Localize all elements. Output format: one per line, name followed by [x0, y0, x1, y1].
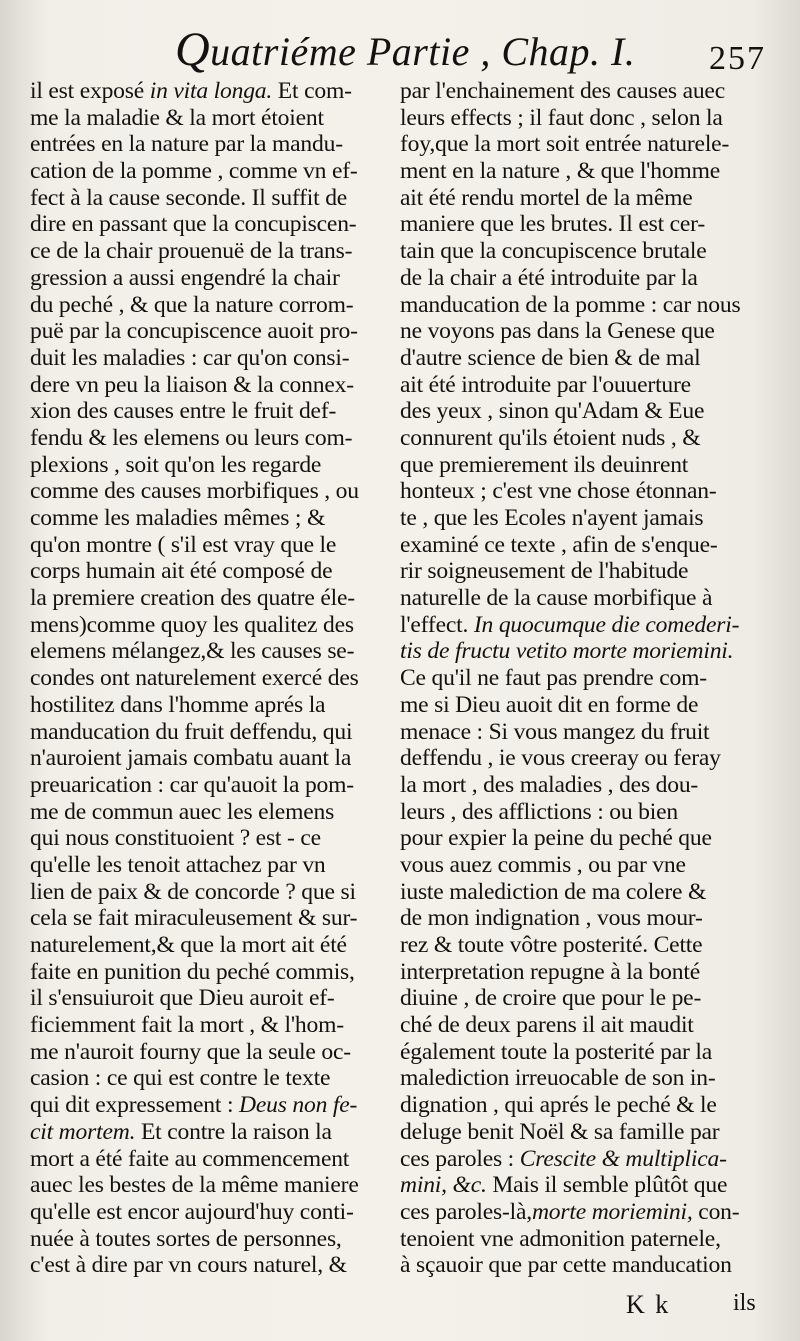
- text-line: leurs , des afflictions : ou bien: [400, 798, 678, 825]
- text-line: foy,que la mort soit entrée naturele-: [400, 131, 730, 158]
- running-head: [0, 22, 800, 82]
- text-line: faite en punition du peché commis,: [30, 958, 355, 985]
- text-line: lien de paix & de concorde ? que si: [30, 878, 356, 905]
- catchword: ils: [733, 1290, 756, 1316]
- text-line: ces paroles-là,morte moriemini, con-: [400, 1198, 740, 1225]
- text-line: rez & toute vôtre posterité. Cette: [400, 932, 703, 958]
- text-line: c'est à dire par vn cours naturel, &: [30, 1252, 347, 1279]
- text-line: me n'auroit fourny que la seule oc-: [30, 1038, 351, 1065]
- text-line: dire en passant que la concupiscen-: [30, 211, 357, 238]
- text-line: tain que la concupiscence brutale: [400, 238, 707, 265]
- text-line: hostilitez dans l'homme aprés la: [30, 691, 326, 718]
- text-line: deluge benit Noël & sa famille par: [400, 1118, 720, 1145]
- text-line: comme les maladies mêmes ; &: [30, 505, 326, 531]
- text-line: ché de deux parens il ait maudit: [400, 1012, 694, 1039]
- text-line: l'effect. In quocumque die comederi-: [400, 611, 740, 638]
- text-line: qu'elle est encor aujourd'huy conti-: [30, 1198, 354, 1225]
- text-line: preuarication : car qu'auoit la pom-: [30, 771, 354, 798]
- text-line: puë par la concupiscence auoit pro-: [30, 318, 358, 345]
- text-line: me de commun auec les elemens: [30, 798, 335, 825]
- text-line: plexions , soit qu'on les regarde: [30, 451, 322, 478]
- text-line: pour expier la peine du peché que: [400, 825, 712, 852]
- text-line: dere vn peu la liaison & la connex-: [30, 371, 354, 398]
- text-line: gression a aussi engendré la chair: [30, 264, 340, 291]
- text-line: tenoient vne admonition paternele,: [400, 1225, 721, 1252]
- text-line: à sçauoir que par cette manducation: [400, 1252, 732, 1279]
- text-line: cation de la pomme , comme vn ef-: [30, 158, 358, 185]
- text-line: qui dit expressement : Deus non fe-: [30, 1092, 358, 1119]
- text-line: il est exposé in vita longa. Et com-: [30, 78, 352, 104]
- text-line: naturelement,& que la mort ait été: [30, 932, 347, 958]
- text-line: ne voyons pas dans la Genese que: [400, 318, 715, 345]
- text-line: leurs effects ; il faut donc , selon la: [400, 104, 723, 131]
- text-line: qui nous constituoient ? est - ce: [30, 825, 321, 852]
- text-line: ces paroles : Crescite & multiplica-: [400, 1145, 727, 1172]
- text-line: manducation du fruit deffendu, qui: [30, 718, 353, 745]
- text-line: mini, &c. Mais il semble plûtôt que: [400, 1172, 728, 1199]
- text-line: également toute la posterité par la: [400, 1038, 713, 1065]
- text-line: de mon indignation , vous mour-: [400, 905, 703, 932]
- text-line: la mort , des maladies , des dou-: [400, 771, 699, 798]
- text-line: que premierement ils deuinrent: [400, 451, 689, 478]
- text-line: qu'on montre ( s'il est vray que le: [30, 531, 337, 558]
- text-line: me la maladie & la mort étoient: [30, 104, 324, 131]
- text-line: xion des causes entre le fruit def-: [30, 398, 337, 425]
- text-line: n'auroient jamais combatu auant la: [30, 745, 352, 772]
- left-text-column: [30, 78, 396, 1279]
- text-line: interpretation repugne à la bonté: [400, 958, 700, 985]
- text-line: deffendu , ie vous creeray ou feray: [400, 745, 721, 772]
- text-line: vous auez commis , ou par vne: [400, 851, 686, 878]
- text-line: mort a été faite au commencement: [30, 1145, 350, 1172]
- text-line: du peché , & que la nature corrom-: [30, 291, 354, 318]
- text-line: qu'elle les tenoit attachez par vn: [30, 851, 326, 878]
- page-number: 257: [709, 40, 766, 77]
- text-line: la premiere creation des quatre éle-: [30, 585, 355, 612]
- text-line: rir soigneusement de l'habitude: [400, 558, 689, 585]
- text-line: tis de fructu vetito morte moriemini.: [400, 638, 734, 665]
- text-line: cela se fait miraculeusement & sur-: [30, 905, 358, 932]
- text-line: par l'enchainement des causes auec: [400, 78, 725, 104]
- text-line: ment en la nature , & que l'homme: [400, 158, 721, 185]
- text-line: honteux ; c'est vne chose étonnan-: [400, 478, 717, 505]
- text-line: iuste malediction de ma colere &: [400, 878, 707, 905]
- text-line: ficiemment fait la mort , & l'hom-: [30, 1012, 344, 1039]
- title-initial: Q: [175, 23, 211, 76]
- text-line: examiné ce texte , afin de s'enque-: [400, 531, 718, 558]
- signature-mark: K k: [626, 1290, 671, 1319]
- text-line: comme des causes morbifiques , ou: [30, 478, 359, 505]
- text-line: fect à la cause seconde. Il suffit de: [30, 184, 348, 211]
- text-line: elemens mélangez,& les causes se-: [30, 638, 355, 665]
- text-line: entrées en la nature par la mandu-: [30, 131, 343, 158]
- text-line: fendu & les elemens ou leurs com-: [30, 424, 353, 451]
- text-line: manducation de la pomme : car nous: [400, 291, 741, 318]
- text-line: condes ont naturelement exercé des: [30, 665, 359, 692]
- text-line: cit mortem. Et contre la raison la: [30, 1118, 332, 1145]
- page-footer: [0, 1290, 800, 1324]
- text-line: dignation , qui aprés le peché & le: [400, 1092, 717, 1119]
- text-line: nuée à toutes sortes de personnes,: [30, 1225, 342, 1252]
- right-text-column: [400, 78, 770, 1279]
- text-line: des yeux , sinon qu'Adam & Eue: [400, 398, 705, 425]
- text-line: duit les maladies : car qu'on consi-: [30, 344, 350, 371]
- text-line: de la chair a été introduite par la: [400, 264, 698, 291]
- text-line: ait été rendu mortel de la même: [400, 184, 693, 211]
- text-line: naturelle de la cause morbifique à: [400, 585, 713, 612]
- text-line: ait été introduite par l'ouuerture: [400, 371, 691, 398]
- text-line: d'autre science de bien & de mal: [400, 344, 701, 371]
- text-line: malediction irreuocable de son in-: [400, 1065, 716, 1092]
- text-line: me si Dieu auoit dit en forme de: [400, 691, 699, 718]
- text-line: diuine , de croire que pour le pe-: [400, 985, 702, 1012]
- title-rest: uatriéme Partie , Chap. I.: [210, 29, 636, 74]
- text-line: il s'ensuiuroit que Dieu auroit ef-: [30, 985, 335, 1012]
- text-line: te , que les Ecoles n'ayent jamais: [400, 505, 704, 531]
- text-line: mens)comme quoy les qualitez des: [30, 611, 354, 638]
- text-line: Ce qu'il ne faut pas prendre com-: [400, 665, 707, 692]
- text-line: connurent qu'ils étoient nuds , &: [400, 424, 701, 451]
- text-line: auec les bestes de la même maniere: [30, 1172, 359, 1199]
- text-line: ce de la chair prouenuë de la trans-: [30, 238, 353, 265]
- text-line: menace : Si vous mangez du fruit: [400, 718, 710, 745]
- chapter-title: [175, 22, 635, 77]
- text-line: corps humain ait été composé de: [30, 558, 333, 585]
- text-line: casion : ce qui est contre le texte: [30, 1065, 331, 1092]
- text-line: maniere que les brutes. Il est cer-: [400, 211, 706, 238]
